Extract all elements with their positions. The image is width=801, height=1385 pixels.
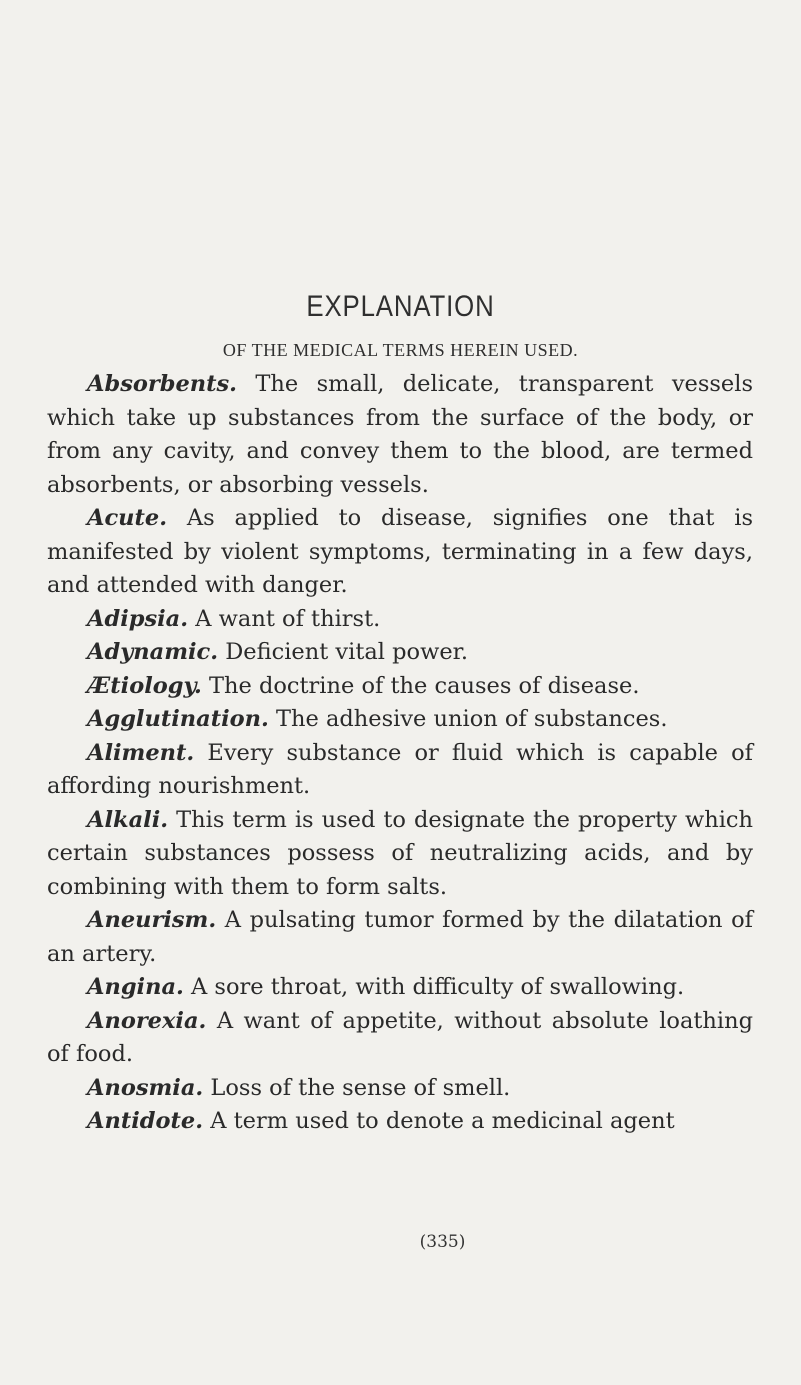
glossary-definition: A term used to denote a medicinal agent xyxy=(203,1108,675,1134)
glossary-definition: As applied to disease, signifies one that is manifested by violent symptoms, terminating in a few days, and attended with danger. xyxy=(47,505,753,598)
glossary-definition: A pulsating tumor formed by the dilatation of an artery. xyxy=(47,907,753,967)
glossary-term: Antidote. xyxy=(87,1108,204,1134)
glossary-term: Aneurism. xyxy=(87,907,217,933)
glossary-definition: Deficient vital power. xyxy=(218,639,469,665)
glossary-entry xyxy=(47,1072,753,1106)
page-subtitle: OF THE MEDICAL TERMS HEREIN USED. xyxy=(222,340,579,360)
glossary-term: Alkali. xyxy=(87,806,169,833)
glossary-entry xyxy=(47,502,753,603)
glossary-term: Anorexia. xyxy=(87,1007,207,1034)
glossary-definition: The small, delicate, transparent vessels which take up substances from the surface of the body, or from any cavity, and convey them to the blood, are termed absorbents, or absorbing vessels. xyxy=(47,371,753,498)
glossary-term: Ætiology. xyxy=(87,672,202,699)
glossary-definition: A want of thirst. xyxy=(188,605,381,632)
glossary-entry xyxy=(47,804,753,905)
glossary-term: Agglutination. xyxy=(87,706,269,732)
glossary-definition: The adhesive union of substances. xyxy=(268,706,668,732)
glossary-definition: A sore throat, with difficulty of swallowing. xyxy=(183,974,685,1000)
glossary-term: Angina. xyxy=(87,974,184,1000)
glossary-term: Adynamic. xyxy=(87,639,219,665)
glossary-entry xyxy=(47,1005,753,1072)
glossary-definition: Every substance or fluid which is capable of affording nourishment. xyxy=(47,739,753,799)
glossary-entry xyxy=(47,904,753,971)
glossary-entry xyxy=(47,971,753,1005)
glossary-definition: The doctrine of the causes of disease. xyxy=(201,672,640,699)
page-number: (335) xyxy=(419,1232,466,1252)
glossary-definition: Loss of the sense of smell. xyxy=(203,1074,511,1101)
glossary-definition: This term is used to designate the property which certain substances possess of neutralizing acids, and by combining with them to form salts. xyxy=(47,806,753,900)
glossary-term: Absorbents. xyxy=(87,371,238,397)
glossary-entry xyxy=(47,636,753,670)
page-title: EXPLANATION xyxy=(306,290,495,323)
glossary-term: Anosmia. xyxy=(87,1074,204,1101)
glossary-entry xyxy=(47,368,753,502)
glossary-entry xyxy=(47,1105,753,1139)
glossary-entries xyxy=(47,368,753,1139)
glossary-entry xyxy=(47,737,753,804)
glossary-term: Acute. xyxy=(87,505,168,531)
glossary-definition: A want of appetite, without absolute loathing of food. xyxy=(47,1007,753,1067)
glossary-entry xyxy=(47,703,753,737)
glossary-entry xyxy=(47,603,753,637)
glossary-term: Aliment. xyxy=(87,739,195,766)
glossary-entry xyxy=(47,670,753,704)
glossary-term: Adipsia. xyxy=(87,605,189,632)
